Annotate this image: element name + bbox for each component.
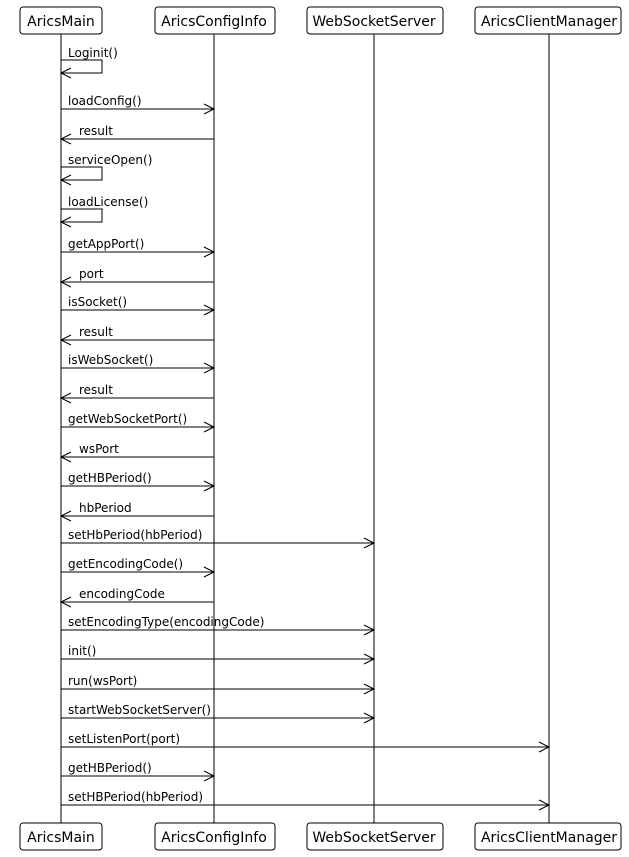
- message-20: [61, 644, 374, 664]
- message-5: [61, 195, 148, 227]
- message-19: [61, 615, 374, 635]
- message-14: [61, 471, 214, 491]
- participant-config-top: [155, 7, 275, 34]
- message-3: [61, 124, 214, 144]
- participant-config-bottom: [155, 823, 275, 850]
- message-label: port: [79, 267, 104, 281]
- participant-label: AricsMain: [27, 830, 95, 846]
- message-label: setEncodingType(encodingCode): [68, 615, 265, 629]
- message-6: [61, 237, 214, 257]
- participant-label: AricsClientManager: [480, 14, 618, 30]
- message-label: result: [79, 383, 113, 397]
- message-label: getWebSocketPort(): [68, 412, 188, 426]
- message-24: [61, 761, 214, 781]
- message-2: [61, 94, 214, 114]
- message-label: Loginit(): [68, 46, 118, 60]
- message-23: [61, 732, 549, 752]
- message-25: [61, 790, 549, 810]
- message-label: setListenPort(port): [68, 732, 181, 746]
- participant-ws-top: [307, 7, 443, 34]
- message-label: serviceOpen(): [68, 153, 153, 167]
- message-label: startWebSocketServer(): [68, 703, 211, 717]
- message-label: result: [79, 325, 113, 339]
- participant-client-top: [475, 7, 621, 34]
- message-label: getEncodingCode(): [68, 557, 184, 571]
- message-label: loadConfig(): [68, 94, 142, 108]
- message-label: loadLicense(): [68, 195, 149, 209]
- participant-main-top: [20, 7, 102, 34]
- message-label: isWebSocket(): [68, 353, 154, 367]
- message-label: setHBPeriod(hbPeriod): [68, 790, 204, 804]
- message-label: getAppPort(): [68, 237, 145, 251]
- message-4: [61, 153, 152, 185]
- message-label: hbPeriod: [79, 501, 132, 515]
- message-8: [61, 295, 214, 315]
- participant-label: AricsMain: [27, 14, 95, 30]
- message-10: [61, 353, 214, 373]
- participant-ws-bottom: [307, 823, 443, 850]
- message-17: [61, 557, 214, 577]
- message-22: [61, 703, 374, 723]
- participant-label: AricsConfigInfo: [161, 14, 267, 30]
- message-15: [61, 501, 214, 521]
- participant-label: WebSocketServer: [312, 830, 436, 846]
- message-label: getHBPeriod(): [68, 761, 152, 775]
- self-call-arrow: [61, 60, 102, 73]
- message-label: run(wsPort): [68, 674, 138, 688]
- participant-main-bottom: [20, 823, 102, 850]
- message-label: isSocket(): [68, 295, 128, 309]
- message-label: init(): [68, 644, 97, 658]
- message-18: [61, 587, 214, 607]
- message-1: [61, 46, 118, 78]
- message-7: [61, 267, 214, 287]
- message-11: [61, 383, 214, 403]
- message-label: wsPort: [79, 442, 119, 456]
- message-9: [61, 325, 214, 345]
- message-label: encodingCode: [79, 587, 165, 601]
- participant-client-bottom: [475, 823, 621, 850]
- participant-label: AricsClientManager: [480, 830, 618, 846]
- message-12: [61, 412, 214, 432]
- message-16: [61, 528, 374, 548]
- message-21: [61, 674, 374, 694]
- message-label: result: [79, 124, 113, 138]
- self-call-arrow: [61, 167, 102, 180]
- self-call-arrow: [61, 209, 102, 222]
- participant-label: AricsConfigInfo: [161, 830, 267, 846]
- message-label: getHBPeriod(): [68, 471, 152, 485]
- message-label: setHbPeriod(hbPeriod): [68, 528, 203, 542]
- message-13: [61, 442, 214, 462]
- participant-label: WebSocketServer: [312, 14, 436, 30]
